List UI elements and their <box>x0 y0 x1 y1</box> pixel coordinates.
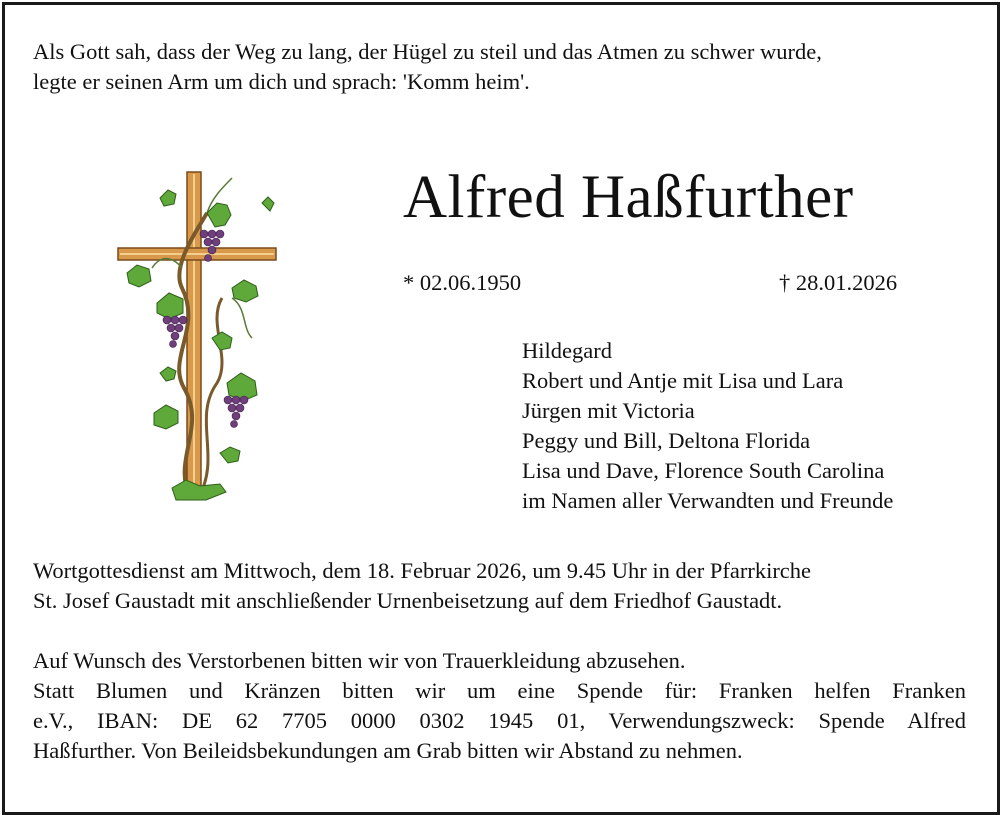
mourner-line: Robert und Antje mit Lisa und Lara <box>522 368 844 393</box>
death-date: † 28.01.2026 <box>779 270 898 295</box>
mourner-line: Lisa und Dave, Florence South Carolina <box>522 458 885 483</box>
mourners-list <box>522 336 893 516</box>
notes-line-3: e.V., IBAN: DE 62 7705 0000 0302 1945 01, Verwendungszweck: Spende Alfred <box>33 708 966 733</box>
motto-line-1: Als Gott sah, dass der Weg zu lang, der Hügel zu steil und das Atmen zu schwer wurde, <box>33 39 822 64</box>
donation-notice <box>33 676 966 736</box>
service-info <box>33 556 811 616</box>
birth-date: * 02.06.1950 <box>403 270 522 295</box>
mourner-line: im Namen aller Verwandten und Freunde <box>522 488 894 513</box>
deceased-name: Alfred Haßfurther <box>403 164 854 231</box>
motto-line-2: legte er seinen Arm um dich und sprach: 'Komm heim'. <box>33 69 530 94</box>
mourner-line: Jürgen mit Victoria <box>522 398 695 423</box>
notes-line-2: Statt Blumen und Kränzen bitten wir um eine Spende für: Franken helfen Franken <box>33 678 966 703</box>
cross-with-grapevine-icon <box>112 158 282 516</box>
motto-text <box>33 37 822 97</box>
service-line-2: St. Josef Gaustadt mit anschließender Urnenbeisetzung auf dem Friedhof Gaustadt. <box>33 588 783 613</box>
service-line-1: Wortgottesdienst am Mittwoch, dem 18. Februar 2026, um 9.45 Uhr in der Pfarrkirche <box>33 558 812 583</box>
notes-line-4: Haßfurther. Von Beileidsbekundungen am Grab bitten wir Abstand zu nehmen. <box>33 738 743 763</box>
mourner-line: Hildegard <box>522 338 612 363</box>
mourner-line: Peggy und Bill, Deltona Florida <box>522 428 811 453</box>
notes-line-1: Auf Wunsch des Verstorbenen bitten wir von Trauerkleidung abzusehen. <box>33 648 686 673</box>
